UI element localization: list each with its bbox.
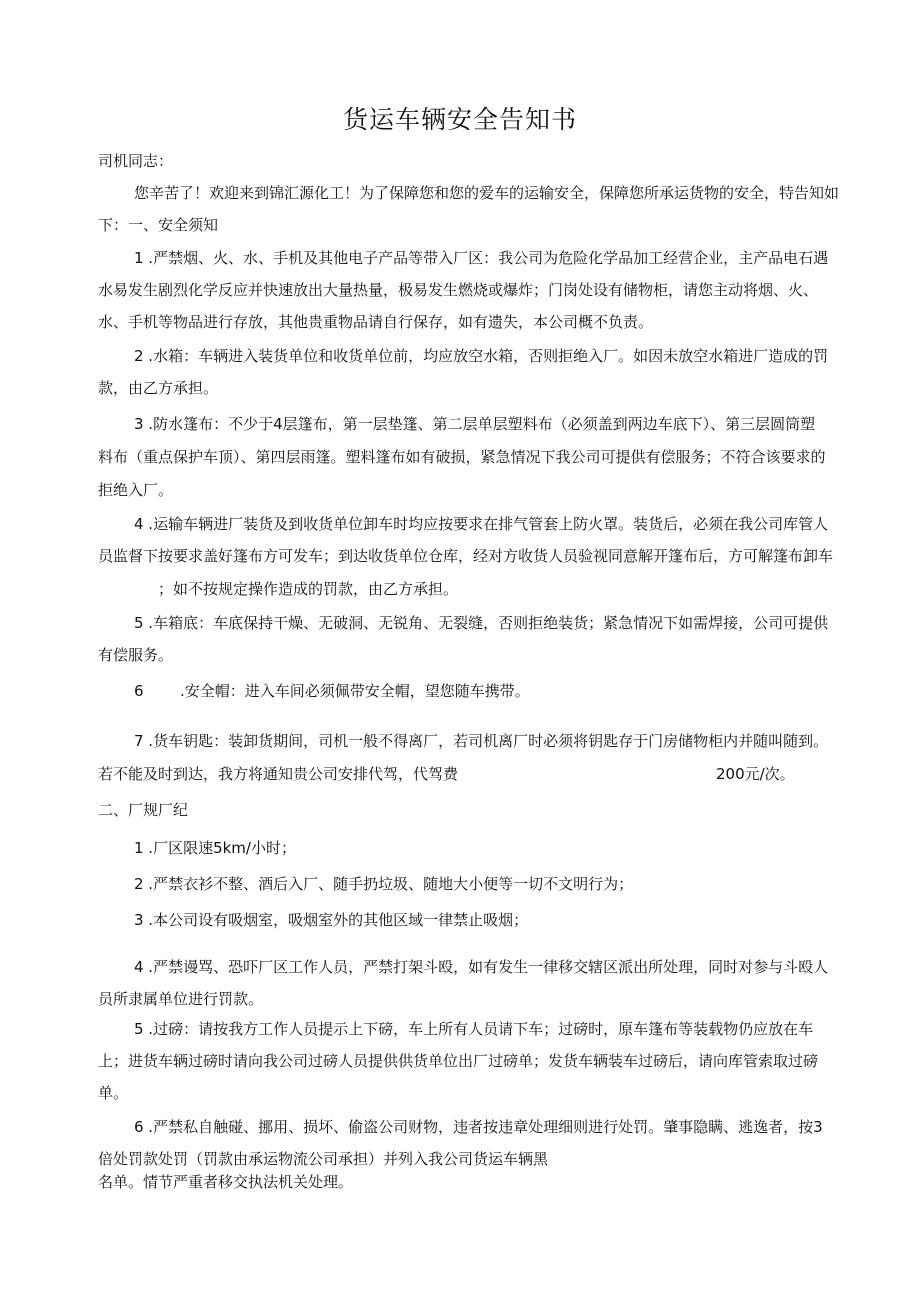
rule-item-3: 3 .本公司设有吸烟室，吸烟室外的其他区域一律禁止吸烟； xyxy=(134,911,529,929)
safety-item-1-line-2: 水易发生剧烈化学反应并快速放出大量热量，极易发生燃烧或爆炸；门岗处设有储物柜，请您主动将烟、火、 xyxy=(98,281,819,299)
safety-item-4-line-2: 员监督下按要求盖好篷布方可发车；到达收货单位仓库，经对方收货人员验视同意解开篷布后，方可解篷布卸车 xyxy=(98,547,834,565)
rule-item-4-line-1: 4 .严禁谩骂、恐吓厂区工作人员，严禁打架斗殴，如有发生一律移交辖区派出所处理，同时对参与斗殴人 xyxy=(134,958,829,976)
rule-item-6-line-1: 6 .严禁私自触碰、挪用、损坏、偷盗公司财物，违者按违章处理细则进行处罚。肇事隐瞒、逃逸者，按3 xyxy=(134,1118,823,1136)
safety-item-7-line-1: 7 .货车钥匙：装卸货期间，司机一般不得离厂，若司机离厂时必须将钥匙存于门房储物柜内并随叫随到。 xyxy=(134,732,829,750)
safety-item-2-line-2: 款，由乙方承担。 xyxy=(98,379,219,397)
rule-item-2: 2 .严禁衣衫不整、酒后入厂、随手扔垃圾、随地大小便等一切不文明行为； xyxy=(134,875,634,893)
section-2-heading: 二、厂规厂纪 xyxy=(98,801,189,819)
safety-item-3-line-2: 料布（重点保护车顶）、第四层雨篷。塑料篷布如有破损，紧急情况下我公司可提供有偿服务；不符合该要求的 xyxy=(98,448,826,466)
safety-item-3-line-3: 拒绝入厂。 xyxy=(98,481,174,499)
rule-item-6-line-3: 名单。情节严重者移交执法机关处理。 xyxy=(98,1173,354,1191)
safety-item-7-fee: 200元/次。 xyxy=(716,765,795,783)
greeting: 司机同志： xyxy=(98,152,174,170)
safety-item-5-line-1: 5 .车箱底：车底保持干燥、无破洞、无锐角、无裂缝，否则拒绝装货；紧急情况下如需焊接，公司可提供 xyxy=(134,614,829,632)
safety-item-2-line-1: 2 .水箱：车辆进入装货单位和收货单位前，均应放空水箱，否则拒绝入厂。如因未放空水箱进厂造成的罚 xyxy=(134,347,829,365)
intro-line-2: 下：一、安全须知 xyxy=(98,216,219,234)
rule-item-5-line-3: 单。 xyxy=(98,1084,129,1102)
safety-item-6-number: 6 xyxy=(134,682,144,700)
safety-item-4-line-1: 4 .运输车辆进厂装货及到收货单位卸车时均应按要求在排气管套上防火罩。装货后，必须在我公司库管人 xyxy=(134,515,829,533)
rule-item-5-line-1: 5 .过磅：请按我方工作人员提示上下磅，车上所有人员请下车；过磅时，原车篷布等装载物仍应放在车 xyxy=(134,1020,814,1038)
rule-item-4-line-2: 员所隶属单位进行罚款。 xyxy=(98,990,264,1008)
safety-item-5-line-2: 有偿服务。 xyxy=(98,646,174,664)
safety-item-4-line-3: ；如不按规定操作造成的罚款，由乙方承担。 xyxy=(158,580,459,598)
safety-item-6-text: .安全帽：进入车间必须佩带安全帽，望您随车携带。 xyxy=(180,682,530,700)
rule-item-1: 1 .厂区限速5km/小时； xyxy=(134,839,296,857)
document-title: 货运车辆安全告知书 xyxy=(342,105,577,134)
intro-line-1: 您辛苦了！欢迎来到锦汇源化工！为了保障您和您的爱车的运输安全，保障您所承运货物的安全，特告知如 xyxy=(134,184,840,202)
safety-item-3-line-1: 3 .防水篷布：不少于4层篷布，第一层垫篷、第二层单层塑料布（必须盖到两边车底下）、第三层圆筒塑 xyxy=(134,415,816,433)
safety-item-7-line-2: 若不能及时到达，我方将通知贵公司安排代驾，代驾费 xyxy=(98,765,459,783)
rule-item-5-line-2: 上；进货车辆过磅时请向我公司过磅人员提供供货单位出厂过磅单；发货车辆装车过磅后，请向库管索取过磅 xyxy=(98,1052,819,1070)
safety-item-1-line-1: 1 .严禁烟、火、水、手机及其他电子产品等带入厂区：我公司为危险化学品加工经营企业，主产品电石遇 xyxy=(134,249,829,267)
safety-item-1-line-3: 水、手机等物品进行存放，其他贵重物品请自行保存，如有遗失，本公司概不负责。 xyxy=(98,313,654,331)
rule-item-6-line-2: 倍处罚款处罚（罚款由承运物流公司承担）并列入我公司货运车辆黑 xyxy=(98,1150,549,1168)
